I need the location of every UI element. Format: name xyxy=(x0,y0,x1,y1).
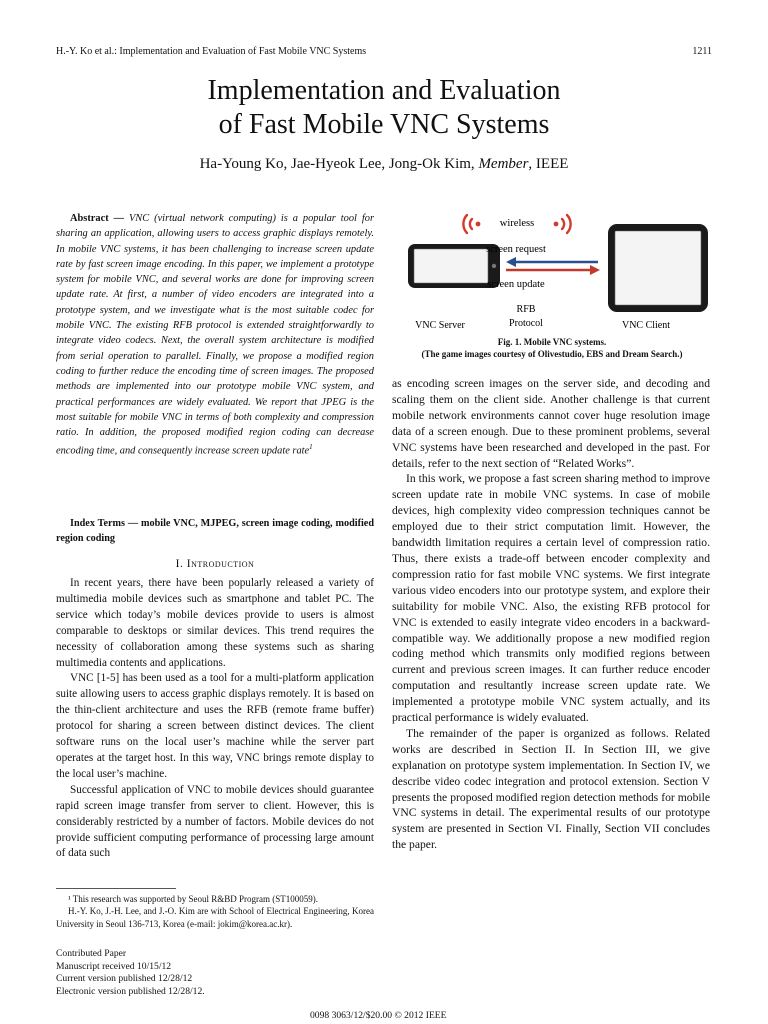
paper-title xyxy=(0,74,768,142)
footnote-funding: ¹ This research was supported by Seoul R&BD Program (ST100059). xyxy=(68,894,319,904)
title-line-1: Implementation and Evaluation xyxy=(207,75,561,106)
right-paragraph-3: The remainder of the paper is organized as follows. Related works are described in Section II. In Section III, we give explanation on prototype system implementation. In Section IV, we describe video codec integration and protocol extension. Section V presents the proposed modified region detection methods for mobile VNC systems in detail. The experimental results of our prototype system are presented in Section VI. Finally, Section VII concludes the paper. xyxy=(392,726,710,852)
author-line xyxy=(0,156,768,173)
abstract-label: Abstract — xyxy=(70,213,124,224)
right-paragraph-2: In this work, we propose a fast screen sharing method to improve screen update rate in mobile VNC systems. In case of mobile devices, high complexity video compression techniques cannot be employed due to their strict computation limit. However, the bandwidth limitation requires a certain level of compression ratio. Thus, there exists a trade-off between encoder complexity and compression ratio for fast mobile VNC systems. We first integrate various video encoders into our prototype system, and explore their suitability for mobile VNC. Also, the existing RFB protocol for VNC is extended to easily integrate video encoders in a backward-compatible way. We additionally propose a new modified region coding method which transmits only modified regions between current and previous screen images. It can further reduce encoder computation and resultantly increase screen update rate. We implemented a prototype mobile VNC system actually, and its practical performance is widely evaluated. xyxy=(392,472,710,725)
current-version: Current version published 12/28/12 xyxy=(56,973,193,985)
wireless-label: wireless xyxy=(499,218,535,229)
figure-caption-title: Fig. 1. Mobile VNC systems. xyxy=(497,337,607,347)
author-names: Ha-Young Ko, Jae-Hyeok Lee, Jong-Ok Kim, xyxy=(199,156,475,172)
abstract xyxy=(56,211,374,459)
footnote-affiliation: H.-Y. Ko, J.-H. Lee, and J.-O. Kim are with School of Electrical Engineering, Korea University in Seoul 136-713, Korea (e-mail: jokim@korea.ac.kr). xyxy=(56,906,374,929)
manuscript-received: Manuscript received 10/15/12 xyxy=(56,960,172,972)
contribution-type: Contributed Paper xyxy=(56,948,127,959)
introduction-body xyxy=(56,576,374,862)
running-title: H.-Y. Ko et al.: Implementation and Evaluation of Fast Mobile VNC Systems xyxy=(56,46,367,57)
screen-update-arrow xyxy=(506,265,600,275)
client-tablet-icon xyxy=(608,224,708,312)
contribution-info xyxy=(56,948,205,998)
publication-info: 0098 3063/12/$20.00 © 2012 IEEE xyxy=(310,1010,447,1021)
page-number: 1211 xyxy=(692,46,712,57)
section-title: Introduction xyxy=(186,558,255,570)
right-paragraph-1: as encoding screen images on the server side, and decoding and scaling them on the client side. Another challenge is that current mobile network environments cannot cover huge resolution image data of a screen enough. Due to these prominent problems, several VNC systems have been researched and developed in the past. For details, refer to the next section of “Related Works”. xyxy=(392,377,710,470)
author-society: , IEEE xyxy=(528,156,569,172)
abstract-footnote-mark: 1 xyxy=(309,443,313,452)
intro-paragraph-1: In recent years, there have been popularly released a variety of multimedia mobile devices such as smartphone and tablet PC. The service which today’s mobile devices provide to users is almost comparable to desktops or similar devices. This trend requires the necessity of collaboration among these systems such as sharing multimedia contents and applications. xyxy=(56,577,374,669)
wireless-right-icon xyxy=(554,215,571,233)
figure-1-diagram xyxy=(392,200,712,334)
intro-paragraph-2: VNC [1-5] has been used as a tool for a multi-platform application suite allowing users to access graphic displays remotely. It is based on the thin-client architecture and uses the RFB (remote frame buffer) protocol for sharing a screen between distinct devices. The client software runs on the local user’s machine while the server part operates at the target host. In this way, VNC brings remote display to the local user’s machine. xyxy=(56,672,374,780)
screen-request-label: screen request xyxy=(486,244,546,255)
abstract-text: VNC (virtual network computing) is a popular tool for sharing an application, allowing users to access graphic displays remotely. In mobile VNC systems, it has been challenging to increase screen update rate by fast screen image encoding. In this paper, we implement a prototype system for mobile VNC, and several works are done for improving screen update rate. At first, a number of video encoders are integrated into a prototype system, and we investigate what is the most suitable codec for mobile VNC. The existing RFB protocol is extended straightforwardly to integrate video codecs. Next, the overall system architecture is modified from serial operation to parallel. Finally, we propose a modified region coding to further reduce the encoding time of screen images. The proposed methods are implemented into our prototype mobile VNC system, and practical performances are widely evaluated. We report that JPEG is the most suitable for mobile VNC in terms of both complexity and compression ratio. In addition, the proposed modified region coding can decrease encoding time, and consequently increase screen update rate xyxy=(56,213,374,457)
figure-1 xyxy=(392,200,712,362)
section-heading-introduction xyxy=(56,558,374,570)
section-number: I. xyxy=(175,558,184,570)
figure-caption-credit: (The game images courtesy of Olivestudio, EBS and Dream Search.) xyxy=(421,349,683,359)
screen-request-arrow xyxy=(506,257,598,267)
right-column-body xyxy=(392,376,710,853)
rfb-label: RFB xyxy=(516,304,536,315)
wireless-left-icon xyxy=(463,215,480,233)
footnote-rule xyxy=(56,888,176,889)
vnc-client-label: VNC Client xyxy=(621,320,671,331)
intro-paragraph-3: Successful application of VNC to mobile devices should guarantee rapid screen image transfer from server to client. However, this is considerably restricted by a number of factors. Mobile devices do not provide sufficient computing performance of processing large amount of data such xyxy=(56,783,374,860)
author-membership: Member xyxy=(478,156,529,172)
title-line-2: of Fast Mobile VNC Systems xyxy=(218,109,550,140)
screen-update-label: screen update xyxy=(487,279,545,290)
running-header xyxy=(56,46,712,60)
electronic-version: Electronic version published 12/28/12. xyxy=(56,985,205,997)
figure-caption xyxy=(392,336,712,360)
index-terms: Index Terms — mobile VNC, MJPEG, screen image coding, modified region coding xyxy=(56,518,374,544)
protocol-label: Protocol xyxy=(509,318,543,329)
vnc-server-label: VNC Server xyxy=(415,320,465,331)
footnotes xyxy=(56,888,374,930)
